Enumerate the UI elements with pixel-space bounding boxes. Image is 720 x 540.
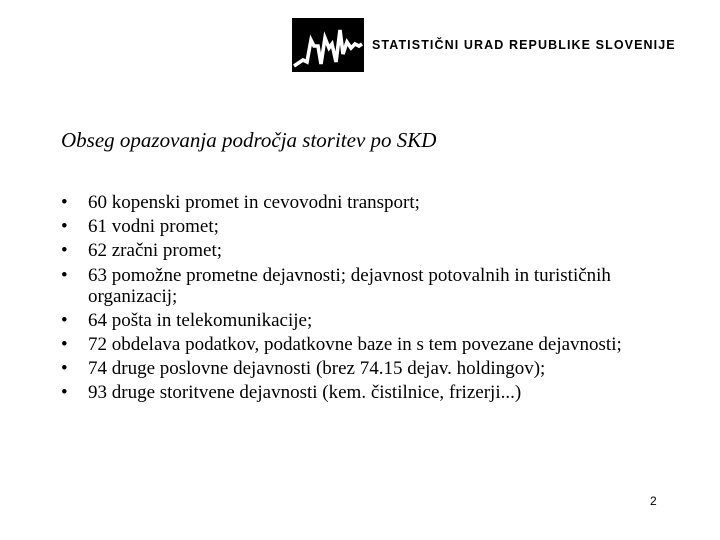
list-item: • 60 kopenski promet in cevovodni transport; (61, 192, 681, 213)
list-item: • 64 pošta in telekomunikacije; (61, 310, 681, 331)
page-number: 2 (650, 494, 657, 508)
list-item: • 63 pomožne prometne dejavnosti; dejavnost potovalnih in turističnih organizacij; (61, 265, 681, 307)
activity-list (61, 192, 681, 407)
list-item: • 62 zračni promet; (61, 240, 681, 261)
sors-logo-icon (292, 18, 364, 72)
list-item: • 93 druge storitvene dejavnosti (kem. čistilnice, frizerji...) (61, 382, 681, 403)
logo (292, 18, 676, 72)
list-item: • 61 vodni promet; (61, 216, 681, 237)
list-item: • 72 obdelava podatkov, podatkovne baze in s tem povezane dejavnosti; (61, 334, 681, 355)
logo-text: STATISTIČNI URAD REPUBLIKE SLOVENIJE (372, 38, 676, 52)
slide-title: Obseg opazovanja področja storitev po SKD (61, 128, 437, 152)
list-item: • 74 druge poslovne dejavnosti (brez 74.15 dejav. holdingov); (61, 358, 681, 379)
